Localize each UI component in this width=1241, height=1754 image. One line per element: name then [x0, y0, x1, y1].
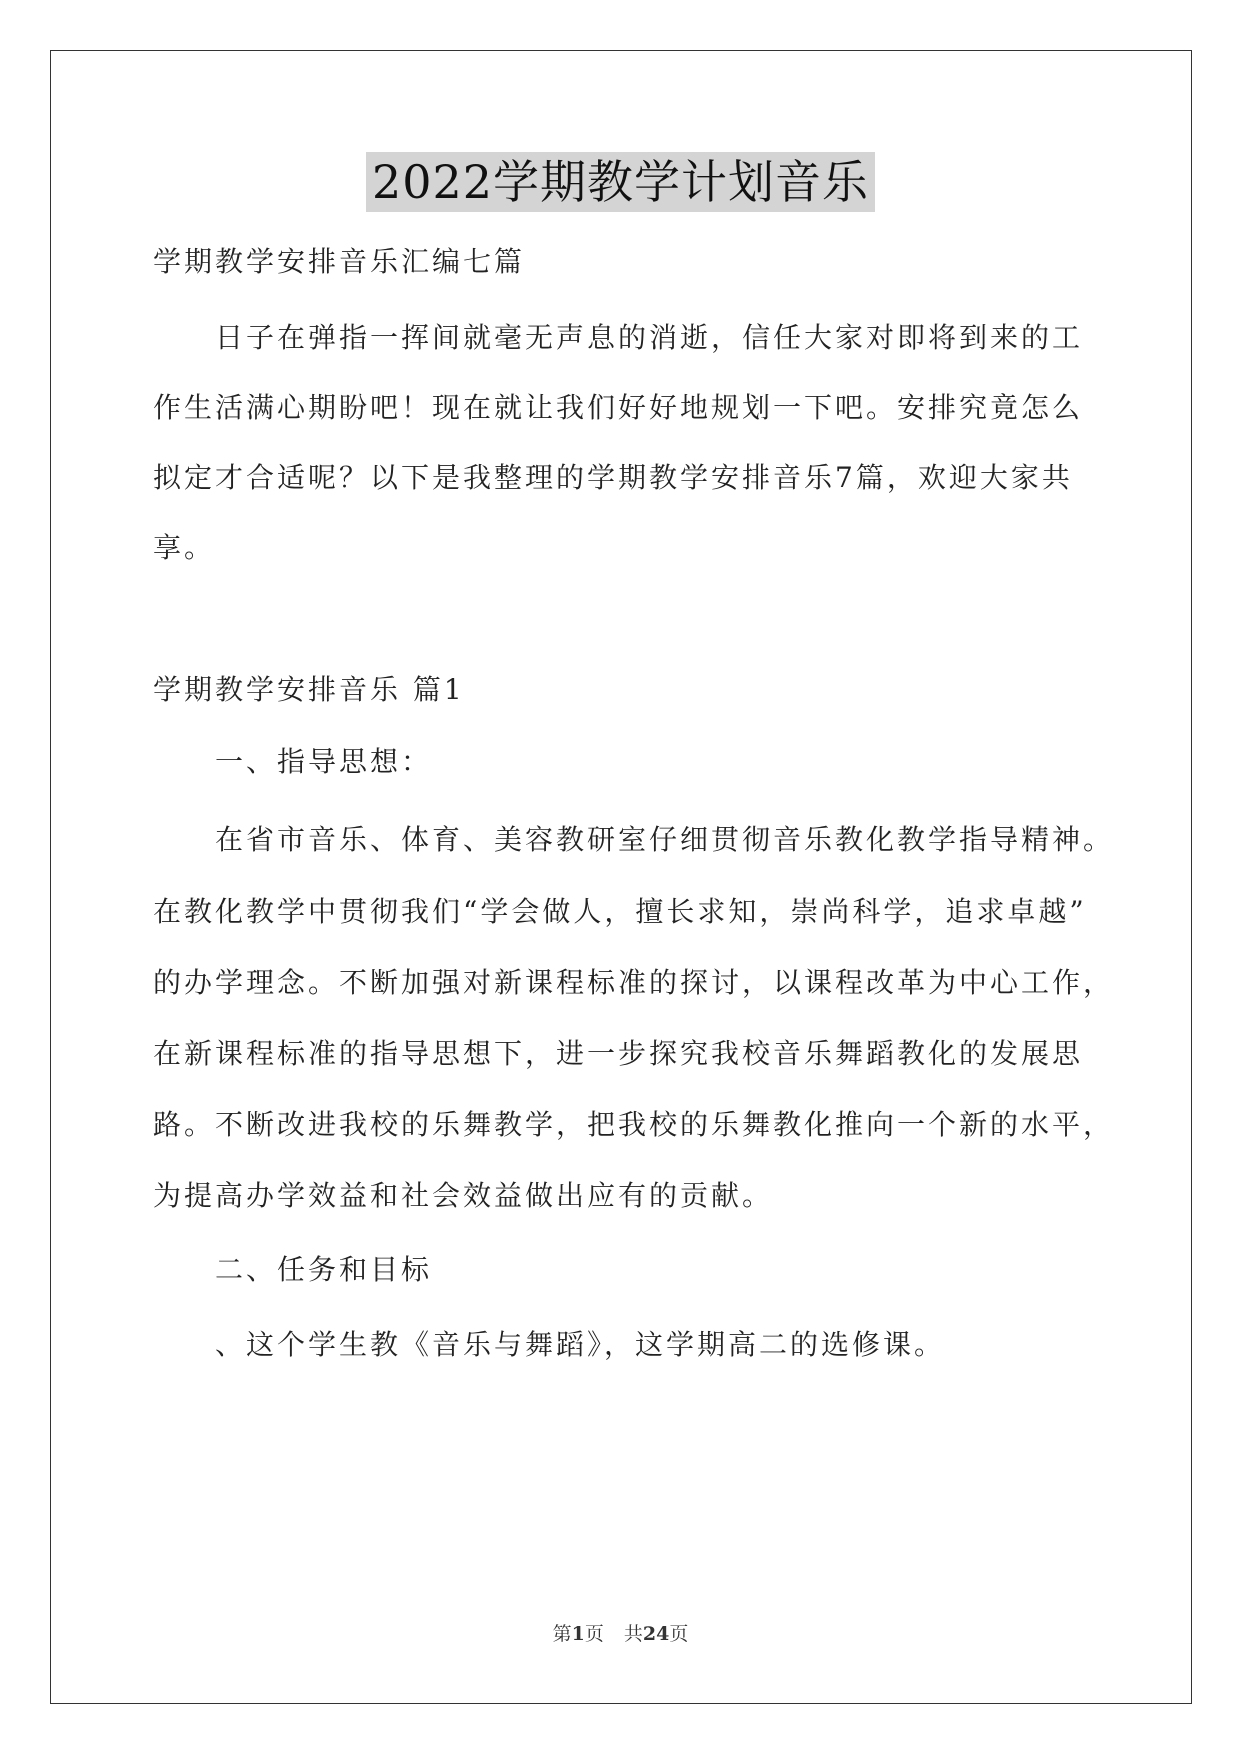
intro-line-1: 日子在弹指一挥间就毫无声息的消逝，信任大家对即将到来的工 [215, 321, 1084, 354]
part1-line-6: 为提高办学效益和社会效益做出应有的贡献。 [153, 1179, 774, 1212]
intro-line-4: 享。 [153, 531, 216, 564]
part2-heading: 二、任务和目标 [215, 1253, 433, 1286]
part2-item: 、这个学生教《音乐与舞蹈》，这学期高二的选修课。 [215, 1328, 946, 1361]
footer-total-prefix: 共 [623, 1623, 643, 1645]
title-container [0, 152, 1241, 212]
part1-line-4: 在新课程标准的指导思想下，进一步探究我校音乐舞蹈教化的发展思 [153, 1037, 1084, 1070]
section-heading: 学期教学安排音乐 篇1 [153, 673, 465, 706]
footer-total-pages: 24 [642, 1623, 670, 1645]
intro-line-2: 作生活满心期盼吧！现在就让我们好好地规划一下吧。安排究竟怎么 [153, 391, 1084, 424]
footer-total-suffix: 页 [669, 1623, 689, 1645]
page-border [50, 50, 1192, 1704]
page-footer [0, 1622, 1241, 1646]
part1-line-3: 的办学理念。不断加强对新课程标准的探讨，以课程改革为中心工作， [153, 966, 1115, 999]
part1-heading: 一、指导思想： [215, 745, 433, 778]
footer-page-number: 1 [571, 1623, 585, 1645]
part1-line-1: 在省市音乐、体育、美容教研室仔细贯彻音乐教化教学指导精神。 [215, 823, 1115, 856]
intro-line-3: 拟定才合适呢？以下是我整理的学期教学安排音乐7篇，欢迎大家共 [153, 461, 1073, 494]
part1-line-5: 路。不断改进我校的乐舞教学，把我校的乐舞教化推向一个新的水平， [153, 1108, 1115, 1141]
document-subtitle: 学期教学安排音乐汇编七篇 [153, 245, 526, 278]
footer-page-suffix: 页 [584, 1623, 604, 1645]
part1-line-2: 在教化教学中贯彻我们“学会做人，擅长求知，崇尚科学，追求卓越” [153, 895, 1087, 928]
footer-page-prefix: 第 [552, 1623, 572, 1645]
document-title: 2022学期教学计划音乐 [366, 152, 875, 212]
